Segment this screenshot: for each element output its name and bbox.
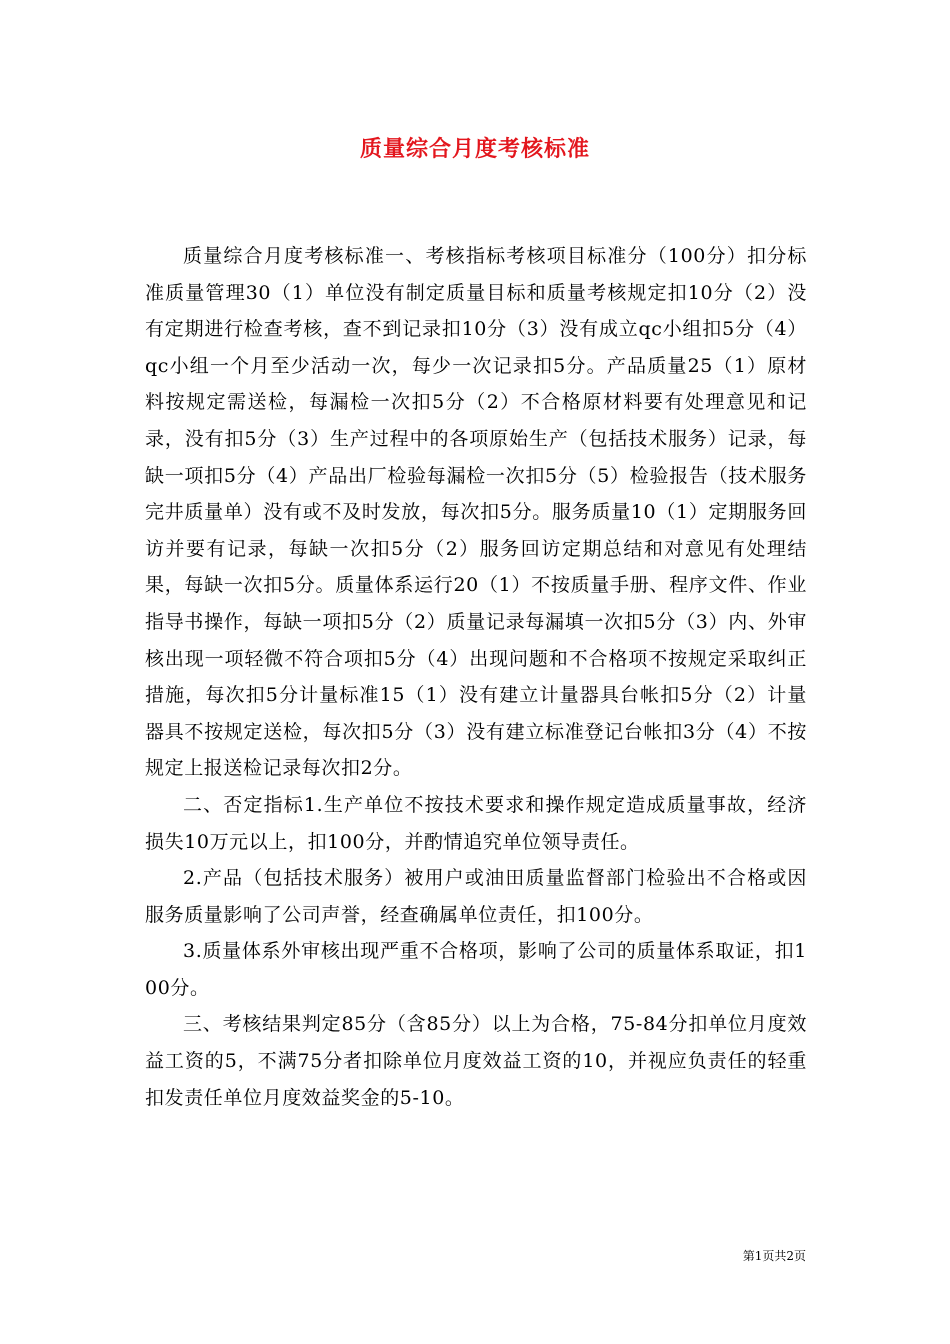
document-title: 质量综合月度考核标准 [359, 136, 590, 162]
paragraph-assessment-result: 三、考核结果判定85分（含85分）以上为合格，75-84分扣单位月度效益工资的5，不满75分者扣除单位月度效益工资的10，并视应负责任的轻重扣发责任单位月度效益奖金的5-10。 [145, 1013, 807, 1109]
page-number-indicator: 第1页共2页 [742, 1249, 806, 1263]
paragraph-external-audit: 3.质量体系外审核出现严重不合格项，影响了公司的质量体系取证，扣100分。 [145, 940, 807, 999]
document-body [145, 238, 807, 1116]
paragraph-product-quality-complaint: 2.产品（包括技术服务）被用户或油田质量监督部门检验出不合格或因服务质量影响了公司声誉，经查确属单位责任，扣100分。 [145, 867, 807, 926]
paragraph-assessment-indicators: 质量综合月度考核标准一、考核指标考核项目标准分（100分）扣分标准质量管理30（1）单位没有制定质量目标和质量考核规定扣10分（2）没有定期进行检查考核，查不到记录扣10分（3）没有成立qc小组扣5分（4）qc小组一个月至少活动一次，每少一次记录扣5分。产品质量25（1）原材料按规定需送检，每漏检一次扣5分（2）不合格原材料要有处理意见和记录，没有扣5分（3）生产过程中的各项原始生产（包括技术服务）记录，每缺一项扣5分（4）产品出厂检验每漏检一次扣5分（5）检验报告（技术服务完井质量单）没有或不及时发放，每次扣5分。服务质量10（1）定期服务回访并要有记录，每缺一次扣5分（2）服务回访定期总结和对意见有处理结果，每缺一次扣5分。质量体系运行20（1）不按质量手册、程序文件、作业指导书操作，每缺一项扣5分（2）质量记录每漏填一次扣5分（3）内、外审核出现一项轻微不符合项扣5分（4）出现问题和不合格项不按规定采取纠正措施，每次扣5分计量标准15（1）没有建立计量器具台帐扣5分（2）计量器具不按规定送检，每次扣5分（3）没有建立标准登记台帐扣3分（4）不按规定上报送检记录每次扣2分。 [145, 245, 807, 780]
paragraph-negative-indicators: 二、否定指标1.生产单位不按技术要求和操作规定造成质量事故，经济损失10万元以上，扣100分，并酌情追究单位领导责任。 [145, 793, 807, 853]
